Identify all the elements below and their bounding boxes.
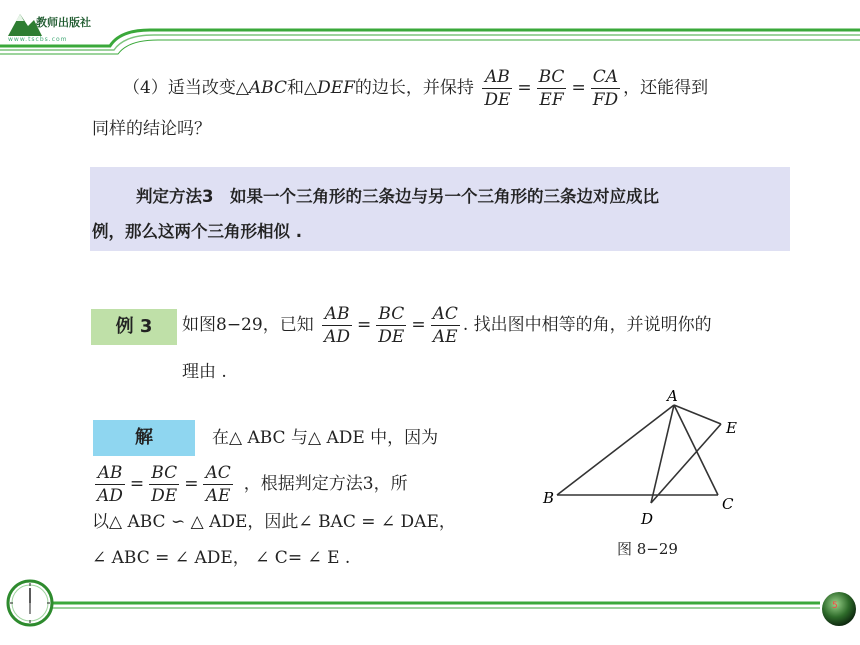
solution-line1: 在△ ABC 与△ ADE 中，因为 bbox=[212, 428, 439, 448]
label-a: A bbox=[667, 387, 678, 405]
figure-caption: 图 8−29 bbox=[617, 540, 678, 558]
triangle-figure bbox=[540, 385, 770, 565]
solution-line4: ∠ ABC = ∠ ADE， ∠ C= ∠ E . bbox=[92, 548, 351, 568]
solution-line3: 以△ ABC ∽ △ ADE，因此∠ BAC = ∠ DAE， bbox=[92, 512, 456, 532]
label-b: B bbox=[543, 489, 555, 507]
q4-prefix: （4）适当改变△ bbox=[123, 78, 249, 98]
label-d: D bbox=[641, 510, 654, 528]
theorem-line2: 例，那么这两个三角形相似 . bbox=[92, 222, 303, 241]
question-4-line1: （4）适当改变△ABC和△DEF的边长，并保持 $\frac{AB}{DE}$ = $\frac{BC}{EF}$ = $\frac{CA}{FD}$ ，还能得到 bbox=[123, 67, 709, 110]
example-line2: 理由 . bbox=[182, 362, 227, 382]
fraction-ab-de: $\frac{AB}{DE}$ bbox=[484, 67, 511, 110]
fraction-ac-ae: $\frac{AC}{AE}$ bbox=[432, 304, 458, 347]
example-line1: 如图8−29，已知 $\frac{AB}{AD}$ = $\frac{BC}{DE}$ = $\frac{AC}{AE}$ . 找出图中相等的角，并说明你的 bbox=[182, 304, 712, 347]
label-e: E bbox=[726, 419, 737, 437]
solution-fraction-bc-de: $\frac{BC}{DE}$ bbox=[151, 463, 178, 506]
label-c: C bbox=[722, 495, 734, 513]
logo-text: 教师出版社 bbox=[36, 16, 91, 29]
fraction-ca-fd: $\frac{CA}{FD}$ bbox=[592, 67, 619, 110]
fraction-bc-de: $\frac{BC}{DE}$ bbox=[378, 304, 405, 347]
bottom-green-rule bbox=[0, 575, 860, 635]
example-tag: 例 3 bbox=[91, 309, 177, 345]
page-number: 5 bbox=[832, 601, 838, 611]
solution-line2: $\frac{AB}{AD}$ = $\frac{BC}{DE}$ = $\frac{AC}{AE}$ ，根据判定方法3，所 bbox=[97, 463, 408, 506]
fraction-ab-ad: $\frac{AB}{AD}$ bbox=[324, 304, 351, 347]
fraction-bc-ef: $\frac{BC}{EF}$ bbox=[538, 67, 565, 110]
solution-fraction-ab-ad: $\frac{AB}{AD}$ bbox=[97, 463, 123, 506]
clock-icon bbox=[5, 578, 55, 628]
solution-fraction-ac-ae: $\frac{AC}{AE}$ bbox=[205, 463, 231, 506]
theorem-line1: 判定方法3 如果一个三角形的三条边与另一个三角形的三条边对应成比 bbox=[136, 187, 659, 206]
solution-tag: 解 bbox=[93, 420, 195, 456]
page-ball-icon bbox=[820, 590, 858, 628]
question-4-line2: 同样的结论吗？ bbox=[92, 119, 211, 139]
logo-url: www.tscbs.com bbox=[8, 36, 68, 43]
top-green-rule bbox=[0, 0, 860, 60]
